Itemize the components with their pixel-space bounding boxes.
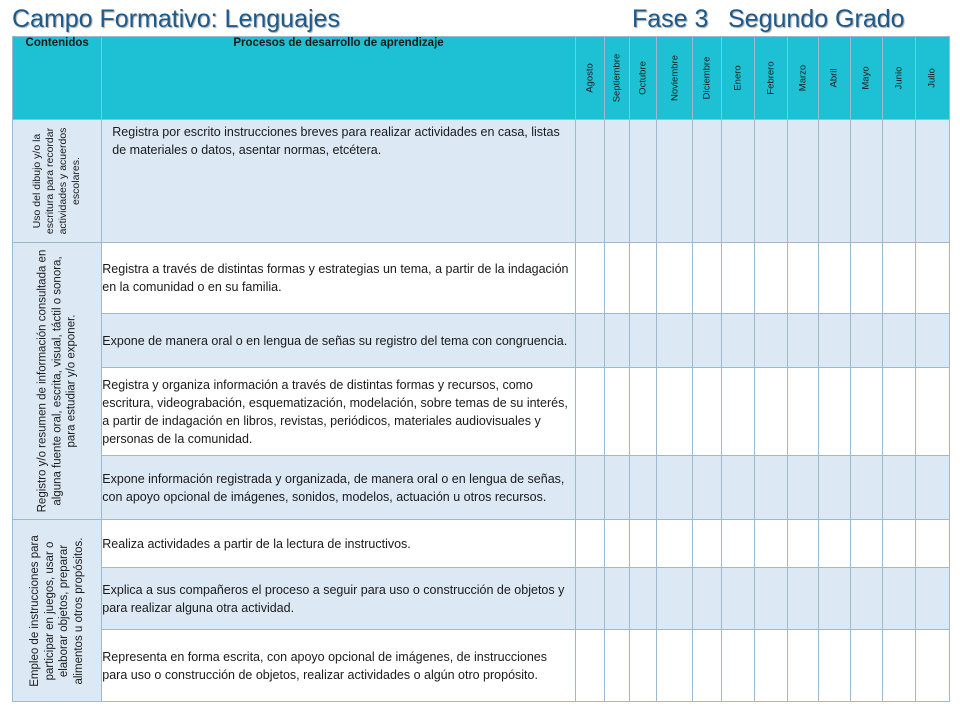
- month-cell[interactable]: [882, 314, 915, 368]
- month-header: Septiembre: [604, 37, 629, 120]
- month-cell[interactable]: [850, 314, 882, 368]
- month-cell[interactable]: [629, 630, 656, 702]
- month-cell[interactable]: [755, 120, 788, 243]
- proceso-cell: Registra por escrito instrucciones breves para realizar actividades en casa, listas de materiales o datos, asentar normas, etcétera.: [102, 120, 576, 243]
- month-cell[interactable]: [693, 456, 722, 520]
- month-cell[interactable]: [693, 120, 722, 243]
- month-cell[interactable]: [722, 568, 755, 630]
- grado-label: Segundo Grado: [728, 5, 905, 33]
- proceso-cell: Expone de manera oral o en lengua de señas su registro del tema con congruencia.: [102, 314, 576, 368]
- month-cell[interactable]: [657, 243, 693, 314]
- month-cell[interactable]: [722, 456, 755, 520]
- month-cell[interactable]: [722, 520, 755, 568]
- month-cell[interactable]: [657, 368, 693, 456]
- month-cell[interactable]: [629, 243, 656, 314]
- contenido-cell: [13, 243, 102, 520]
- contenido-text: Uso del dibujo y/o la escritura para recordar actividades y acuerdos escolares.: [31, 127, 83, 235]
- header-contenidos: Contenidos: [13, 37, 102, 120]
- month-cell[interactable]: [755, 568, 788, 630]
- month-cell[interactable]: [657, 456, 693, 520]
- month-cell[interactable]: [818, 520, 850, 568]
- table-row: [13, 368, 950, 456]
- proceso-cell: Registra y organiza información a través de distintas formas y recursos, como escritura, videograbación, esquematización, modelación, sobre temas de su interés, a partir de indagación en libros, revistas, periódicos, materiales audiovisuales y personas de la comunidad.: [102, 368, 576, 456]
- month-cell[interactable]: [629, 314, 656, 368]
- month-cell[interactable]: [818, 120, 850, 243]
- month-cell[interactable]: [915, 120, 949, 243]
- month-cell[interactable]: [915, 243, 949, 314]
- month-cell[interactable]: [818, 368, 850, 456]
- month-cell[interactable]: [693, 630, 722, 702]
- month-cell[interactable]: [788, 630, 818, 702]
- header-row: [13, 37, 950, 120]
- month-cell[interactable]: [882, 520, 915, 568]
- month-cell[interactable]: [850, 368, 882, 456]
- month-header: Junio: [882, 37, 915, 120]
- month-cell[interactable]: [604, 243, 629, 314]
- table-row: [13, 630, 950, 702]
- month-cell[interactable]: [693, 314, 722, 368]
- month-cell[interactable]: [788, 456, 818, 520]
- table-row: [13, 243, 950, 314]
- month-cell[interactable]: [882, 368, 915, 456]
- month-cell[interactable]: [629, 520, 656, 568]
- month-cell[interactable]: [657, 568, 693, 630]
- month-header: Octubre: [629, 37, 656, 120]
- month-cell[interactable]: [788, 243, 818, 314]
- month-cell[interactable]: [575, 456, 604, 520]
- month-cell[interactable]: [657, 630, 693, 702]
- month-cell[interactable]: [818, 456, 850, 520]
- month-header: Marzo: [788, 37, 818, 120]
- contenido-cell: [13, 520, 102, 702]
- month-cell[interactable]: [850, 243, 882, 314]
- table-row: [13, 568, 950, 630]
- month-cell[interactable]: [915, 630, 949, 702]
- table-row: [13, 456, 950, 520]
- month-cell[interactable]: [882, 243, 915, 314]
- month-cell[interactable]: [850, 630, 882, 702]
- month-cell[interactable]: [755, 456, 788, 520]
- month-cell[interactable]: [575, 368, 604, 456]
- planning-table: [12, 36, 950, 702]
- month-cell[interactable]: [604, 456, 629, 520]
- month-cell[interactable]: [575, 520, 604, 568]
- month-cell[interactable]: [818, 243, 850, 314]
- contenido-text: Empleo de instrucciones para participar en juegos, usar o elaborar objetos, preparar alimentos u otros propósitos.: [29, 534, 85, 687]
- month-header: Diciembre: [693, 37, 722, 120]
- proceso-cell: Expone información registrada y organizada, de manera oral o en lengua de señas, con apoyo opcional de imágenes, sonidos, modelos, actuación u otros recursos.: [102, 456, 576, 520]
- month-header: Mayo: [850, 37, 882, 120]
- month-cell[interactable]: [693, 243, 722, 314]
- month-cell[interactable]: [629, 368, 656, 456]
- month-cell[interactable]: [604, 120, 629, 243]
- month-cell[interactable]: [722, 120, 755, 243]
- proceso-cell: Explica a sus compañeros el proceso a seguir para uso o construcción de objetos y para realizar alguna otra actividad.: [102, 568, 576, 630]
- month-cell[interactable]: [722, 368, 755, 456]
- month-cell[interactable]: [629, 568, 656, 630]
- month-cell[interactable]: [693, 568, 722, 630]
- month-cell[interactable]: [915, 314, 949, 368]
- month-cell[interactable]: [755, 520, 788, 568]
- month-cell[interactable]: [788, 314, 818, 368]
- month-cell[interactable]: [850, 520, 882, 568]
- month-cell[interactable]: [657, 314, 693, 368]
- month-header: Abril: [818, 37, 850, 120]
- month-header: Agosto: [575, 37, 604, 120]
- month-header: Noviembre: [657, 37, 693, 120]
- month-cell[interactable]: [915, 456, 949, 520]
- month-cell[interactable]: [882, 120, 915, 243]
- month-header: Enero: [722, 37, 755, 120]
- month-cell[interactable]: [818, 630, 850, 702]
- header-procesos: Procesos de desarrollo de aprendizaje: [102, 37, 576, 120]
- month-cell[interactable]: [657, 520, 693, 568]
- month-cell[interactable]: [850, 456, 882, 520]
- month-cell[interactable]: [693, 368, 722, 456]
- month-cell[interactable]: [755, 314, 788, 368]
- month-cell[interactable]: [882, 630, 915, 702]
- month-cell[interactable]: [722, 243, 755, 314]
- month-cell[interactable]: [915, 568, 949, 630]
- month-cell[interactable]: [575, 568, 604, 630]
- month-cell[interactable]: [882, 456, 915, 520]
- month-cell[interactable]: [604, 520, 629, 568]
- month-cell[interactable]: [629, 456, 656, 520]
- month-cell[interactable]: [850, 120, 882, 243]
- page-title: Campo Formativo: Lenguajes: [12, 5, 340, 33]
- month-cell[interactable]: [788, 568, 818, 630]
- contenido-cell: [13, 120, 102, 243]
- month-cell[interactable]: [915, 520, 949, 568]
- month-cell[interactable]: [722, 314, 755, 368]
- table-row: [13, 120, 950, 243]
- month-header: Julio: [915, 37, 949, 120]
- month-cell[interactable]: [604, 314, 629, 368]
- month-cell[interactable]: [629, 120, 656, 243]
- month-cell[interactable]: [882, 568, 915, 630]
- proceso-cell: Representa en forma escrita, con apoyo opcional de imágenes, de instrucciones para uso o construcción de objetos, realizar actividades o algún otro propósito.: [102, 630, 576, 702]
- month-cell[interactable]: [693, 520, 722, 568]
- month-cell[interactable]: [657, 120, 693, 243]
- month-cell[interactable]: [818, 314, 850, 368]
- month-cell[interactable]: [575, 314, 604, 368]
- proceso-cell: Realiza actividades a partir de la lectura de instructivos.: [102, 520, 576, 568]
- month-header: Febrero: [755, 37, 788, 120]
- month-cell[interactable]: [818, 568, 850, 630]
- month-cell[interactable]: [575, 243, 604, 314]
- month-cell[interactable]: [850, 568, 882, 630]
- table-row: [13, 314, 950, 368]
- month-cell[interactable]: [755, 243, 788, 314]
- month-cell[interactable]: [788, 120, 818, 243]
- contenido-text: Registro y/o resumen de información consultada en alguna fuente oral, escrita, visual, táctil o sonora, para estudiar y/o exponer.: [36, 249, 78, 513]
- month-cell[interactable]: [604, 368, 629, 456]
- table-row: [13, 520, 950, 568]
- month-cell[interactable]: [604, 630, 629, 702]
- month-cell[interactable]: [788, 520, 818, 568]
- month-cell[interactable]: [755, 368, 788, 456]
- proceso-cell: Registra a través de distintas formas y estrategias un tema, a partir de la indagación en la comunidad o en su familia.: [102, 243, 576, 314]
- month-cell[interactable]: [755, 630, 788, 702]
- fase-label: Fase 3: [632, 5, 709, 33]
- month-cell[interactable]: [788, 368, 818, 456]
- month-cell[interactable]: [575, 120, 604, 243]
- month-cell[interactable]: [575, 630, 604, 702]
- month-cell[interactable]: [604, 568, 629, 630]
- month-cell[interactable]: [722, 630, 755, 702]
- month-cell[interactable]: [915, 368, 949, 456]
